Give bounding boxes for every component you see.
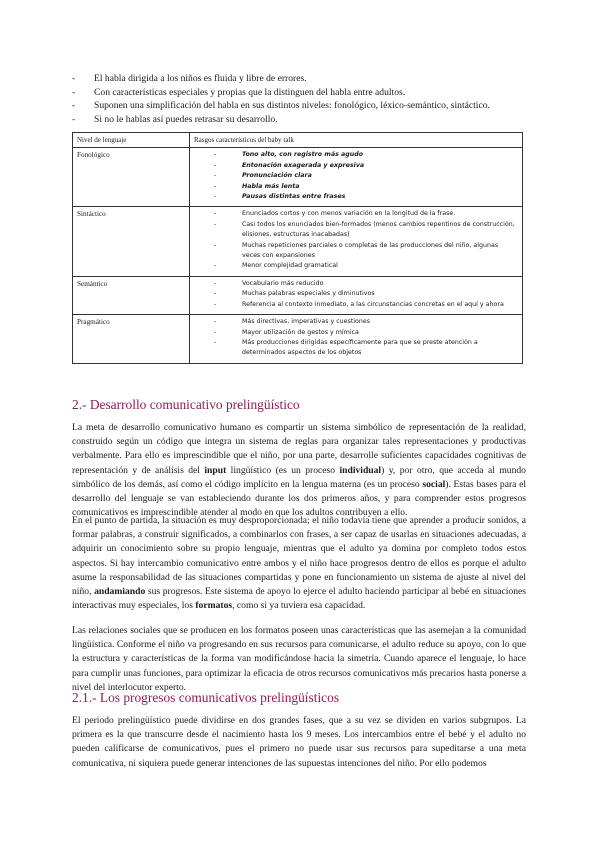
table-cell-level: Pragmático (73, 315, 190, 364)
table-cell-level: Sintáctico (73, 207, 190, 276)
table-cell-level: Semántico (73, 276, 190, 314)
table-row (73, 276, 523, 314)
paragraph: El periodo prelingüístico puede dividirse en dos grandes fases, que a su vez se dividen en varios subgrupos. La primera es la que transcurre desde el nacimiento hasta los 9 meses. Los intercambios entre el bebé y el adulto no pueden calificarse de comunicativos, pues el primero no puede usar sus recursos para supeditarse a una meta comunicativa, ni siquiera puede generar intenciones de las supuestas intenciones del niño. Por ello podemos (72, 715, 526, 769)
list-item: - Habla más lenta (214, 182, 300, 190)
table-cell-features (190, 315, 523, 364)
paragraph: La meta de desarrollo comunicativo humano es compartir un sistema simbólico de representación de la realidad, construido según un código que integra un sistema de reglas para organizar tales representaciones y productivas verbalmente. Para ello es imprescindible que el niño, por una parte, desarrolle suficientes capacidades cognitivas de representación y de análisis del input lingüístico (es un proceso individual) y, por otro, que acceda al mundo simbólico de los demás, así como el código implícito en la lengua materna (es un proceso social). Estas bases para el desarrollo del lenguaje se van estableciendo durante los dos primeros años, y para comprender estos progresos comunicativos es imprescindible atender al modo en que los adultos contribuyen a ello. (72, 422, 526, 519)
list-item: - Con características especiales y propias que la distinguen del habla entre adultos. (72, 86, 406, 98)
list-item: - Vocabulario más reducido (214, 279, 324, 287)
table-cell-level: Fonológico (73, 148, 190, 207)
list-item: - Más producciones dirigidas específicamente para que se preste atención a determinados aspectos de los objetos (214, 338, 478, 357)
table-row (73, 148, 523, 207)
table-cell-features (190, 276, 523, 314)
list-item: - Menor complejidad gramatical (214, 262, 338, 270)
list-item: - Si no le hablas así puedes retrasar su desarrollo. (72, 113, 278, 125)
paragraph: En el punto de partida, la situación es muy desproporcionada; el niño todavía tiene que aprender a producir sonidos, a formar palabras, a construir significados, a combinarlos con frases, a ser capaz de usarlas en situaciones adecuadas, a adquirir un conocimiento sobre su propio lenguaje, mientras que el adulto ya domina por completo todos estos aspectos. Si hay intercambio comunicativo entre ambos y el niño hace progresos dentro de ellos es porque el adulto asume la responsabilidad de las situaciones compartidas y pone en funcionamiento un sistema de ajuste al nivel del niño, andamiando sus progresos. Este sistema de apoyo lo ejerce el adulto haciendo participar al bebé en situaciones interactivas muy especiales, los formatos, como si ya tuviera esa capacidad. (72, 515, 526, 612)
list-item: - El habla dirigida a los niños es fluida y libre de errores. (72, 73, 307, 84)
table-header-level: Nivel de lenguaje (73, 133, 190, 148)
paragraph: Las relaciones sociales que se producen en los formatos poseen unas características que las asemejan a la comunidad lingüística. Conforme el niño va progresando en sus recursos para comunicarse, el adulto reduce su apoyo, con lo que la estructura y características de la forma van modificándose hacia la simetría. Cuando aparece el lenguaje, lo hace para cumplir unas funciones, para optimizar la eficacia de otros recursos comunicativos más precarios hasta ponerse a nivel del interlocutor experto. (72, 625, 526, 693)
list-item: - Pausas distintas entre frases (214, 193, 346, 201)
list-item: - Mayor utilización de gestos y mímica (214, 328, 359, 336)
table-row (73, 315, 523, 364)
list-item: - Referencia al contexto inmediato, a las circunstancias concretas en el aquí y ahora (214, 300, 504, 308)
table-cell-features (190, 148, 523, 207)
intro-bullet-list (72, 72, 542, 126)
list-item: - Más directivas, imperativas y cuestiones (214, 318, 371, 326)
list-item: - Entonación exagerada y expresiva (214, 161, 365, 169)
table-row (73, 207, 523, 276)
subsection-heading: 2.1.- Los progresos comunicativos prelingüísticos (72, 690, 340, 705)
baby-talk-table (72, 132, 523, 364)
list-item: - Tono alto, con registro más agudo (214, 151, 364, 159)
table-header-features: Rasgos característicos del baby talk (190, 133, 523, 148)
list-item: - Enunciados cortos y con menos variación en la longitud de la frase. (214, 210, 456, 218)
list-item: - Casi todos los enunciados bien-formados (menos cambios repentinos de construcción, elisiones, estructuras inacabadas) (214, 220, 515, 239)
section-heading: 2.- Desarrollo comunicativo prelingüístico (72, 397, 300, 412)
table-header-row (73, 133, 523, 148)
list-item: - Suponen una simplificación del habla en sus distintos niveles: fonológico, léxico-semántico, sintáctico. (72, 100, 490, 112)
list-item: - Pronunciación clara (214, 172, 312, 180)
list-item: - Muchas palabras especiales y diminutivos (214, 290, 375, 298)
list-item: - Muchas repeticiones parciales o completas de las producciones del niño, algunas veces con expansiones (214, 241, 499, 260)
table-cell-features (190, 207, 523, 276)
